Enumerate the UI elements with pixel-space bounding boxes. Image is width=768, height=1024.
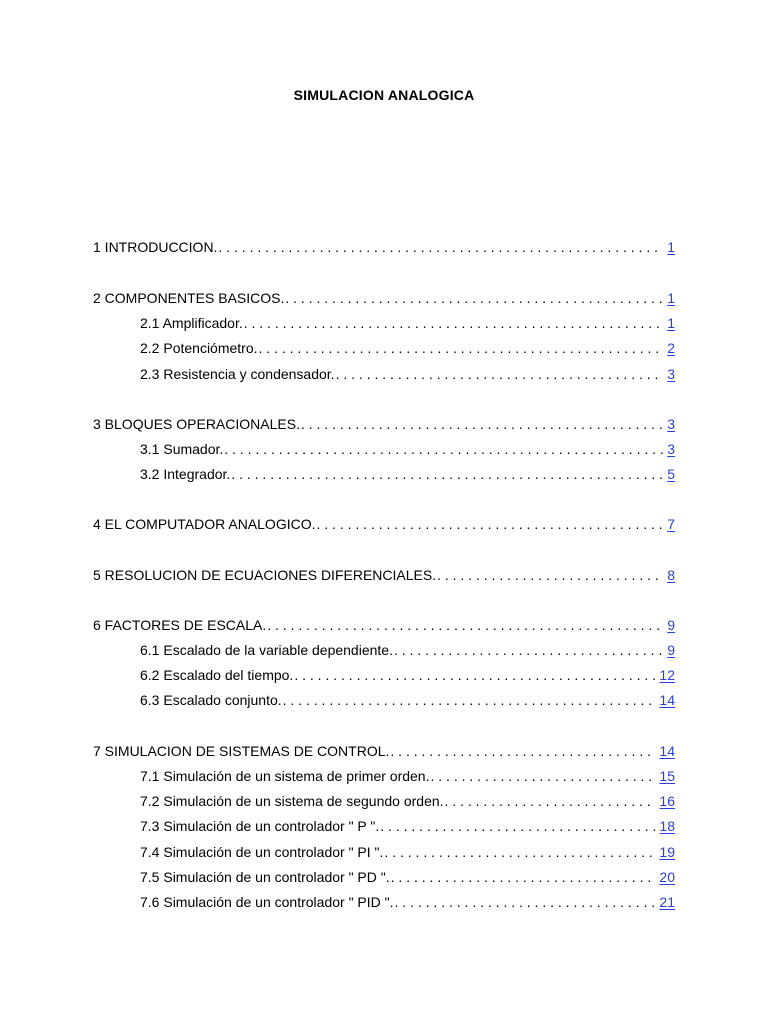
- toc-entry-7-1: [0, 766, 675, 786]
- toc-page-link[interactable]: 20: [659, 869, 675, 885]
- toc-page-link[interactable]: 7: [667, 516, 675, 532]
- toc-page-link[interactable]: 18: [659, 818, 675, 834]
- toc-entry-3: [0, 414, 675, 434]
- toc-entry-7-5: [0, 867, 675, 887]
- toc-page-link[interactable]: 16: [659, 793, 675, 809]
- toc-entry-2-1: [0, 313, 675, 333]
- toc-label: 6.1 Escalado de la variable dependiente.: [140, 642, 393, 658]
- toc-entry-2: [0, 288, 675, 308]
- toc-entry-6-1: [0, 640, 675, 660]
- toc-page-link[interactable]: 19: [659, 844, 675, 860]
- toc-label: 2.1 Amplificador.: [140, 315, 243, 331]
- dot-leader: [231, 464, 663, 484]
- toc-entry-3-2: [0, 464, 675, 484]
- dot-leader: [437, 565, 663, 585]
- toc-label: 6.3 Escalado conjunto.: [140, 692, 282, 708]
- dot-leader: [267, 615, 663, 635]
- toc-entry-6-3: [0, 690, 675, 710]
- toc-label: 7 SIMULACION DE SISTEMAS DE CONTROL.: [93, 743, 390, 759]
- toc-entry-7-2: [0, 791, 675, 811]
- toc-entry-3-1: [0, 439, 675, 459]
- toc-label: 7.4 Simulación de un controlador " PI ".: [140, 844, 384, 860]
- dot-leader: [285, 288, 663, 308]
- toc-label: 6.2 Escalado del tiempo.: [140, 667, 294, 683]
- dot-leader: [218, 237, 663, 257]
- toc-page-link[interactable]: 1: [667, 315, 675, 331]
- dot-leader: [224, 439, 663, 459]
- toc-page-link[interactable]: 5: [667, 466, 675, 482]
- toc-entry-7-3: [0, 816, 675, 836]
- page-title: SIMULACION ANALOGICA: [293, 87, 475, 103]
- toc-label: 7.3 Simulación de un controlador " P ".: [140, 818, 380, 834]
- toc-label: 7.2 Simulación de un sistema de segundo orden.: [140, 793, 444, 809]
- toc-label: 2 COMPONENTES BASICOS.: [93, 290, 285, 306]
- toc-entry-7: [0, 741, 675, 761]
- toc-page-link[interactable]: 15: [659, 768, 675, 784]
- dot-leader: [294, 665, 655, 685]
- toc-page-link[interactable]: 1: [667, 290, 675, 306]
- toc-page-link[interactable]: 14: [659, 692, 675, 708]
- toc-label: 4 EL COMPUTADOR ANALOGICO.: [93, 516, 316, 532]
- toc-page-link[interactable]: 9: [667, 617, 675, 633]
- dot-leader: [384, 842, 655, 862]
- toc-entry-6: [0, 615, 675, 635]
- toc-label: 7.1 Simulación de un sistema de primer orden.: [140, 768, 430, 784]
- toc-label: 5 RESOLUCION DE ECUACIONES DIFERENCIALES.: [93, 567, 437, 583]
- toc-label: 6 FACTORES DE ESCALA.: [93, 617, 267, 633]
- toc-label: 1 INTRODUCCION.: [93, 239, 218, 255]
- toc-page-link[interactable]: 3: [667, 441, 675, 457]
- toc-page-link[interactable]: 8: [667, 567, 675, 583]
- toc-label: 7.5 Simulación de un controlador " PD ".: [140, 869, 390, 885]
- toc-label: 3.1 Sumador.: [140, 441, 224, 457]
- toc-label: 2.3 Resistencia y condensador.: [140, 366, 335, 382]
- toc-page-link[interactable]: 12: [659, 667, 675, 683]
- toc-page-link[interactable]: 3: [667, 366, 675, 382]
- dot-leader: [394, 640, 663, 660]
- dot-leader: [317, 514, 664, 534]
- dot-leader: [395, 892, 656, 912]
- dot-leader: [430, 766, 655, 786]
- toc-page-link[interactable]: 2: [667, 340, 675, 356]
- toc-entry-4: [0, 514, 675, 534]
- toc-entry-2-2: [0, 338, 675, 358]
- toc-entry-7-4: [0, 842, 675, 862]
- toc-entry-2-3: [0, 364, 675, 384]
- toc-label: 3 BLOQUES OPERACIONALES.: [93, 416, 300, 432]
- dot-leader: [445, 791, 656, 811]
- toc-label: 2.2 Potenciómetro.: [140, 340, 258, 356]
- toc-page-link[interactable]: 21: [659, 894, 675, 910]
- toc-entry-1: [0, 237, 675, 257]
- toc-page-link[interactable]: 14: [659, 743, 675, 759]
- dot-leader: [244, 313, 663, 333]
- toc-page-link[interactable]: 3: [667, 416, 675, 432]
- dot-leader: [301, 414, 663, 434]
- toc-entry-6-2: [0, 665, 675, 685]
- toc-entry-7-6: [0, 892, 675, 912]
- toc-page-link[interactable]: 9: [667, 642, 675, 658]
- dot-leader: [336, 364, 664, 384]
- toc-page-link[interactable]: 1: [667, 239, 675, 255]
- dot-leader: [259, 338, 664, 358]
- dot-leader: [390, 741, 655, 761]
- dot-leader: [380, 816, 655, 836]
- dot-leader: [283, 690, 656, 710]
- toc-entry-5: [0, 565, 675, 585]
- toc-label: 7.6 Simulación de un controlador " PID ".: [140, 894, 394, 910]
- toc-label: 3.2 Integrador.: [140, 466, 231, 482]
- dot-leader: [391, 867, 656, 887]
